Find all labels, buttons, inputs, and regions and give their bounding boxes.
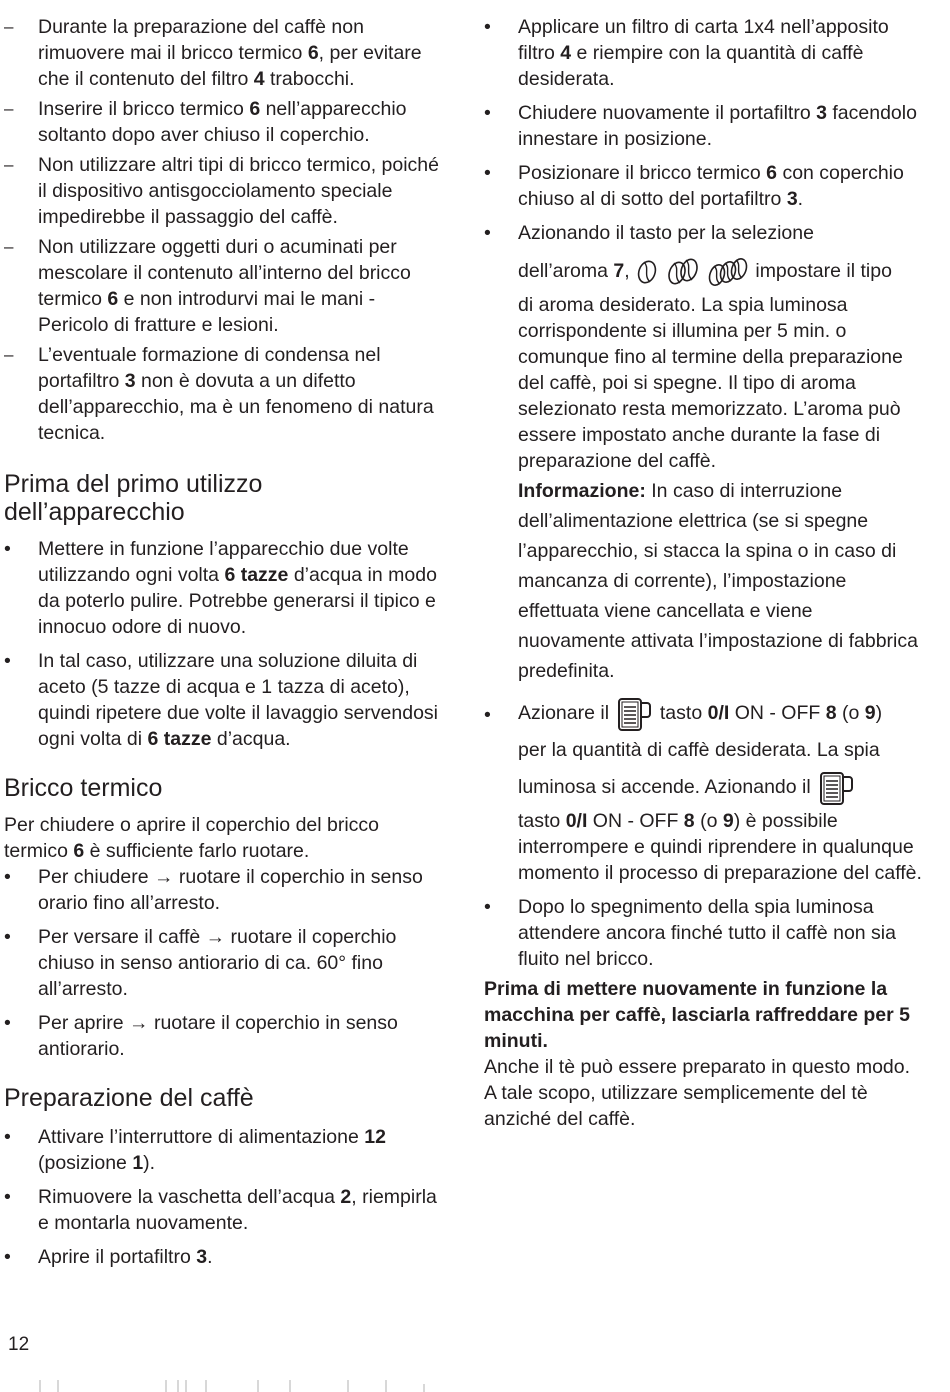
aroma-one-bean-icon (635, 258, 659, 286)
dash-marker: – (4, 237, 14, 256)
bullet-marker: • (484, 162, 491, 184)
preparation-list (4, 1124, 444, 1270)
list-item: • In tal caso, utilizzare una soluzione diluita di aceto (5 tazze di acqua e 1 tazza di aceto), quindi ripetere due volte il lavaggio servendosi ogni volta di 6 tazze d’acqua. (4, 650, 438, 750)
list-item: • Attivare l’interruttore di alimentazione 12 (posizione 1). (4, 1126, 386, 1174)
page-number: 12 (8, 1334, 30, 1355)
section-heading-thermos: Bricco termico (4, 774, 163, 802)
bullet-marker: • (4, 866, 11, 888)
dash-marker: – (4, 99, 14, 118)
list-item: • Per versare il caffè → ruotare il coperchio chiuso in senso antiorario di ca. 60° fino all’arresto. (4, 926, 397, 1000)
bullet-marker: • (4, 1126, 11, 1148)
list-item: – L’eventuale formazione di condensa nel portafiltro 3 non è dovuta a un difetto dell’apparecchio, ma è un fenomeno di natura tecnica. (4, 344, 434, 444)
warning-list (4, 14, 444, 446)
bullet-marker: • (4, 538, 11, 560)
list-item: • Per chiudere → ruotare il coperchio in senso orario fino all’arresto. (4, 866, 423, 914)
aroma-two-beans-icon (665, 257, 701, 287)
thermos-intro: Per chiudere o aprire il coperchio del bricco termico 6 è sufficiente farlo ruotare. (4, 814, 380, 862)
list-item: • Mettere in funzione l’apparecchio due volte utilizzando ogni volta 6 tazze d’acqua in modo da poterlo pulire. Potrebbe generarsi il tipico e innocuo odore di nuovo. (4, 538, 437, 638)
coffee-pot-icon (816, 768, 856, 808)
list-item: • Dopo lo spegnimento della spia luminosa attendere ancora finché tutto il caffè non sia fluito nel bricco. (484, 896, 896, 970)
arrow-icon: → (129, 1012, 149, 1034)
bullet-marker: • (4, 1012, 11, 1034)
dash-marker: – (4, 155, 14, 174)
bullet-marker: • (484, 896, 491, 918)
list-item: – Inserire il bricco termico 6 nell’apparecchio soltanto dopo aver chiuso il coperchio. (4, 98, 407, 146)
preparation-list-continued (484, 14, 924, 972)
bullet-marker: • (4, 926, 11, 948)
bullet-marker: • (484, 16, 491, 38)
list-item: • Applicare un filtro di carta 1x4 nell’apposito filtro 4 e riempire con la quantità di caffè desiderata. (484, 16, 889, 90)
list-item: • Aprire il portafiltro 3. (4, 1246, 213, 1268)
list-item: – Non utilizzare altri tipi di bricco termico, poiché il dispositivo antisgocciolamento speciale impedirebbe il passaggio del caffè. (4, 154, 439, 228)
list-item: • Azionare il tasto 0/I ON - OFF 8 (o 9) per la quantità di caffè desiderata. La spia luminosa si accende. Azionando il tasto 0/I ON - OFF 8 (o 9) è possibile interrompere e quindi riprendere in qualunque momento il processo di preparazione del caffè. (484, 694, 924, 886)
list-item: • Per aprire → ruotare il coperchio in senso antiorario. (4, 1012, 398, 1060)
aroma-three-beans-icon (706, 256, 750, 288)
print-registration-marks (0, 1378, 950, 1392)
thermos-list (4, 864, 444, 1062)
bullet-marker: • (4, 1246, 11, 1268)
information-note: Informazione: In caso di interruzione dell’alimentazione elettrica (se si spegne l’apparecchio, si stacca la spina o in caso di mancanza di corrente), l’impostazione effettuata viene cancellata e viene nuovamente attivata l’impostazione di fabbrica predefinita. (518, 480, 918, 682)
bullet-marker: • (484, 102, 491, 124)
bullet-marker: • (484, 704, 491, 726)
dash-marker: – (4, 17, 14, 36)
list-item: • Rimuovere la vaschetta dell’acqua 2, riempirla e montarla nuovamente. (4, 1186, 437, 1234)
first-use-list (4, 536, 444, 752)
tea-note: Anche il tè può essere preparato in questo modo. A tale scopo, utilizzare semplicemente del tè anziché del caffè. (484, 1056, 911, 1130)
bullet-marker: • (484, 222, 491, 244)
bullet-marker: • (4, 650, 11, 672)
right-column (484, 14, 924, 1132)
section-heading-first-use: Prima del primo utilizzo dell’apparecchio (4, 470, 263, 526)
arrow-icon: → (153, 866, 174, 888)
list-item: • Azionando il tasto per la selezione dell’aroma 7, impostare il tipo di aroma desiderato. La spia luminosa corrispondente si illumina per 5 min. o comunque fino al termine della preparazione del caffè, poi si spegne. Il tipo di aroma selezionato resta memorizzato. L’aroma può essere impostato anche durante la fase di preparazione del caffè. Informazione: In caso di interruzione dell’alimentazione elettrica (se si spegne l’apparecchio, si stacca la spina o in caso di mancanza di corrente), l’impostazione effettuata viene cancellata e viene nuovamente attivata l’impostazione di fabbrica predefinita. (484, 220, 924, 686)
list-item: • Chiudere nuovamente il portafiltro 3 facendolo innestare in posizione. (484, 102, 917, 150)
coffee-pot-icon (614, 694, 654, 734)
dash-marker: – (4, 345, 14, 364)
list-item: • Posizionare il bricco termico 6 con coperchio chiuso al di sotto del portafiltro 3. (484, 162, 904, 210)
list-item: – Non utilizzare oggetti duri o acuminati per mescolare il contenuto all’interno del bricco termico 6 e non introdurvi mai le mani - Pericolo di fratture e lesioni. (4, 236, 411, 336)
section-heading-preparation: Preparazione del caffè (4, 1084, 254, 1112)
bullet-marker: • (4, 1186, 11, 1208)
list-item: – Durante la preparazione del caffè non rimuovere mai il bricco termico 6, per evitare che il contenuto del filtro 4 trabocchi. (4, 16, 422, 90)
arrow-icon: → (205, 926, 226, 948)
left-column (4, 14, 444, 1270)
cooling-warning: Prima di mettere nuovamente in funzione la macchina per caffè, lasciarla raffreddare per 5 minuti. (484, 978, 910, 1052)
